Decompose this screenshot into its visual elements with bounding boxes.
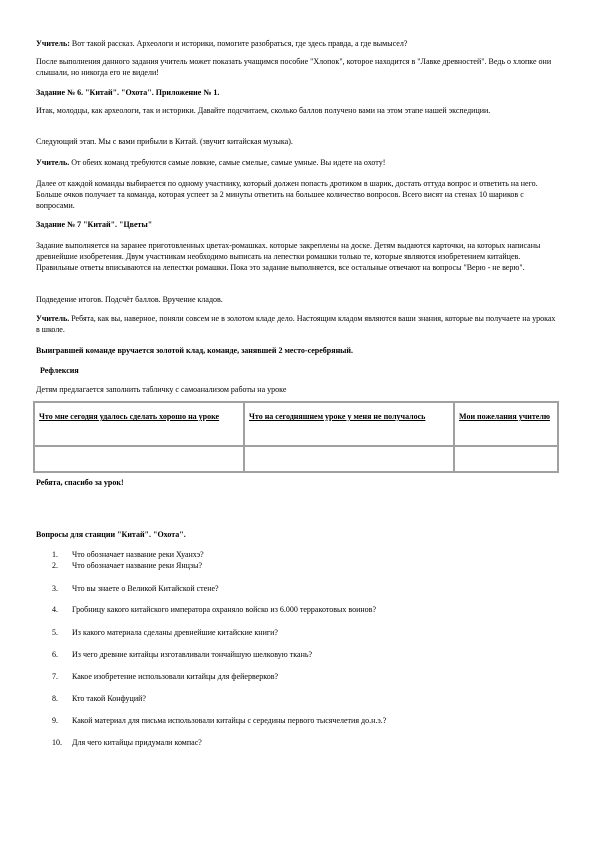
bold-lead: Учитель. [36,158,70,167]
section-heading [36,87,556,98]
item-text: Из какого материала сделаны древнейшие китайские книги? [72,628,278,637]
item-text: Что обозначает название реки Хуанхэ? [72,550,204,559]
winner-note [36,345,556,356]
item-number: 10. [52,738,62,747]
paragraph [36,105,556,116]
paragraph-text: Итак, молодцы, как археологи, так и историки. Давайте подсчитаем, сколько баллов получено вами на этом этапе нашей экспедиции. [36,106,491,115]
list-item [52,715,552,726]
item-text: Какое изобретение использовали китайцы для фейерверков? [72,672,279,681]
paragraph [36,136,556,147]
item-text: Для чего китайцы придумали компас? [72,738,202,747]
heading-text: Задание № 7 "Китай". "Цветы" [36,220,153,229]
item-number: 3. [52,584,58,593]
header-text: Что мне сегодня удалось сделать хорошо на уроке [39,412,220,421]
questions-title-text: Вопросы для станции "Китай". "Охота". [36,530,186,539]
list-item [52,627,552,638]
item-text: Из чего древние китайцы изготавливали тончайшую шелковую ткань? [72,650,313,659]
thanks-line [36,477,556,488]
questions-title [36,529,556,540]
paragraph [36,313,556,335]
paragraph-text: Детям предлагается заполнить табличку с самоанализом работы на уроке [36,385,287,394]
paragraph-text: Вот такой рассказ. Археологи и историки, помогите разобраться, где здесь правда, а где вымысел? [69,39,408,48]
table-header-cell [245,403,453,445]
list-item [52,583,552,594]
paragraph [36,294,556,305]
paragraph-text: Следующий этап. Мы с вами прибыли в Китай. (звучит китайская музыка). [36,137,293,146]
paragraph [36,56,556,78]
paragraph-text: После выполнения данного задания учитель может показать учащимся пособие "Хлопок", которое находится в "Лавке древностей". Ведь о хлопке они слышали, но никогда его не видели! [36,57,552,77]
item-number: 6. [52,650,58,659]
section-heading [36,219,556,230]
self-analysis-table [33,401,559,473]
item-text: Какой материал для письма использовали китайцы с середины первого тысячелетия до.н.э.? [72,716,387,725]
header-text: Что на сегодняшнем уроке у меня не получалось [249,412,426,421]
list-item [52,671,552,682]
table-header-row [35,403,557,445]
heading-text: Рефлексия [40,366,79,375]
paragraph [36,384,556,395]
paragraph-text: Задание выполняется на заранее приготовленных цветах-ромашках. которые закреплены на доске. Детям выдаются карточки, на которых написаны древнейшие изобретения. Двум участникам необходимо выписать на лепестки ромашки только те, которые являются изобретением китайцев. Правильные ответы вписываются на лепестки ромашки. Пока это задание выполняется, все остальные отвечают на вопросы "Верю - не верю". [36,241,541,272]
paragraph [36,178,556,211]
paragraph [36,38,556,49]
list-item [52,604,552,615]
paragraph-text: Подведение итогов. Подсчёт баллов. Вручение кладов. [36,295,223,304]
item-text: Что обозначает название реки Янцзы? [72,561,203,570]
item-number: 7. [52,672,58,681]
item-number: 2. [52,561,58,570]
heading-text: Задание № 6. "Китай". "Охота". Приложение № 1. [36,88,220,97]
table-cell [455,447,557,471]
item-number: 1. [52,550,58,559]
paragraph [36,240,556,273]
table-cell [245,447,453,471]
list-item [52,693,552,704]
item-text: Что вы знаете о Великой Китайской стене? [72,584,219,593]
item-number: 8. [52,694,58,703]
paragraph-text: Далее от каждой команды выбирается по одному участнику, который должен попасть дротиком в шарик, достать оттуда вопрос и ответить на него. Больше очков получает та команда, которая успеет за 2 минуты ответить на большее количество вопросов. Всего висят на стенах 10 шариков с вопросами. [36,179,538,210]
list-item [52,737,552,748]
bold-lead: Учитель: [36,39,70,48]
list-item [52,649,552,660]
list-item [52,560,552,571]
table-header-cell [35,403,243,445]
paragraph-text: От обеих команд требуются самые ловкие, самые смелые, самые умные. Вы идете на охоту! [69,158,386,167]
item-number: 9. [52,716,58,725]
table-header-cell [455,403,557,445]
table-row [35,447,557,471]
section-heading [40,365,560,376]
item-text: Гробницу какого китайского императора охраняло войско из 6.000 терракотовых воинов? [72,605,376,614]
winner-note-text: Выигравшей команде вручается золотой клад, команде, занявшей 2 место-серебряный. [36,346,354,355]
header-text: Мои пожелания учителю [459,412,550,421]
paragraph [36,157,556,168]
list-item [52,549,552,560]
item-number: 5. [52,628,58,637]
paragraph-text: Ребята, как вы, наверное, поняли совсем не в золотом кладе дело. Настоящим кладом являются ваши знания, которые вы получаете на уроках в школе. [36,314,556,334]
thanks-text: Ребята, спасибо за урок! [36,478,124,487]
item-number: 4. [52,605,58,614]
bold-lead: Учитель. [36,314,70,323]
table-cell [35,447,243,471]
item-text: Кто такой Конфуций? [72,694,146,703]
